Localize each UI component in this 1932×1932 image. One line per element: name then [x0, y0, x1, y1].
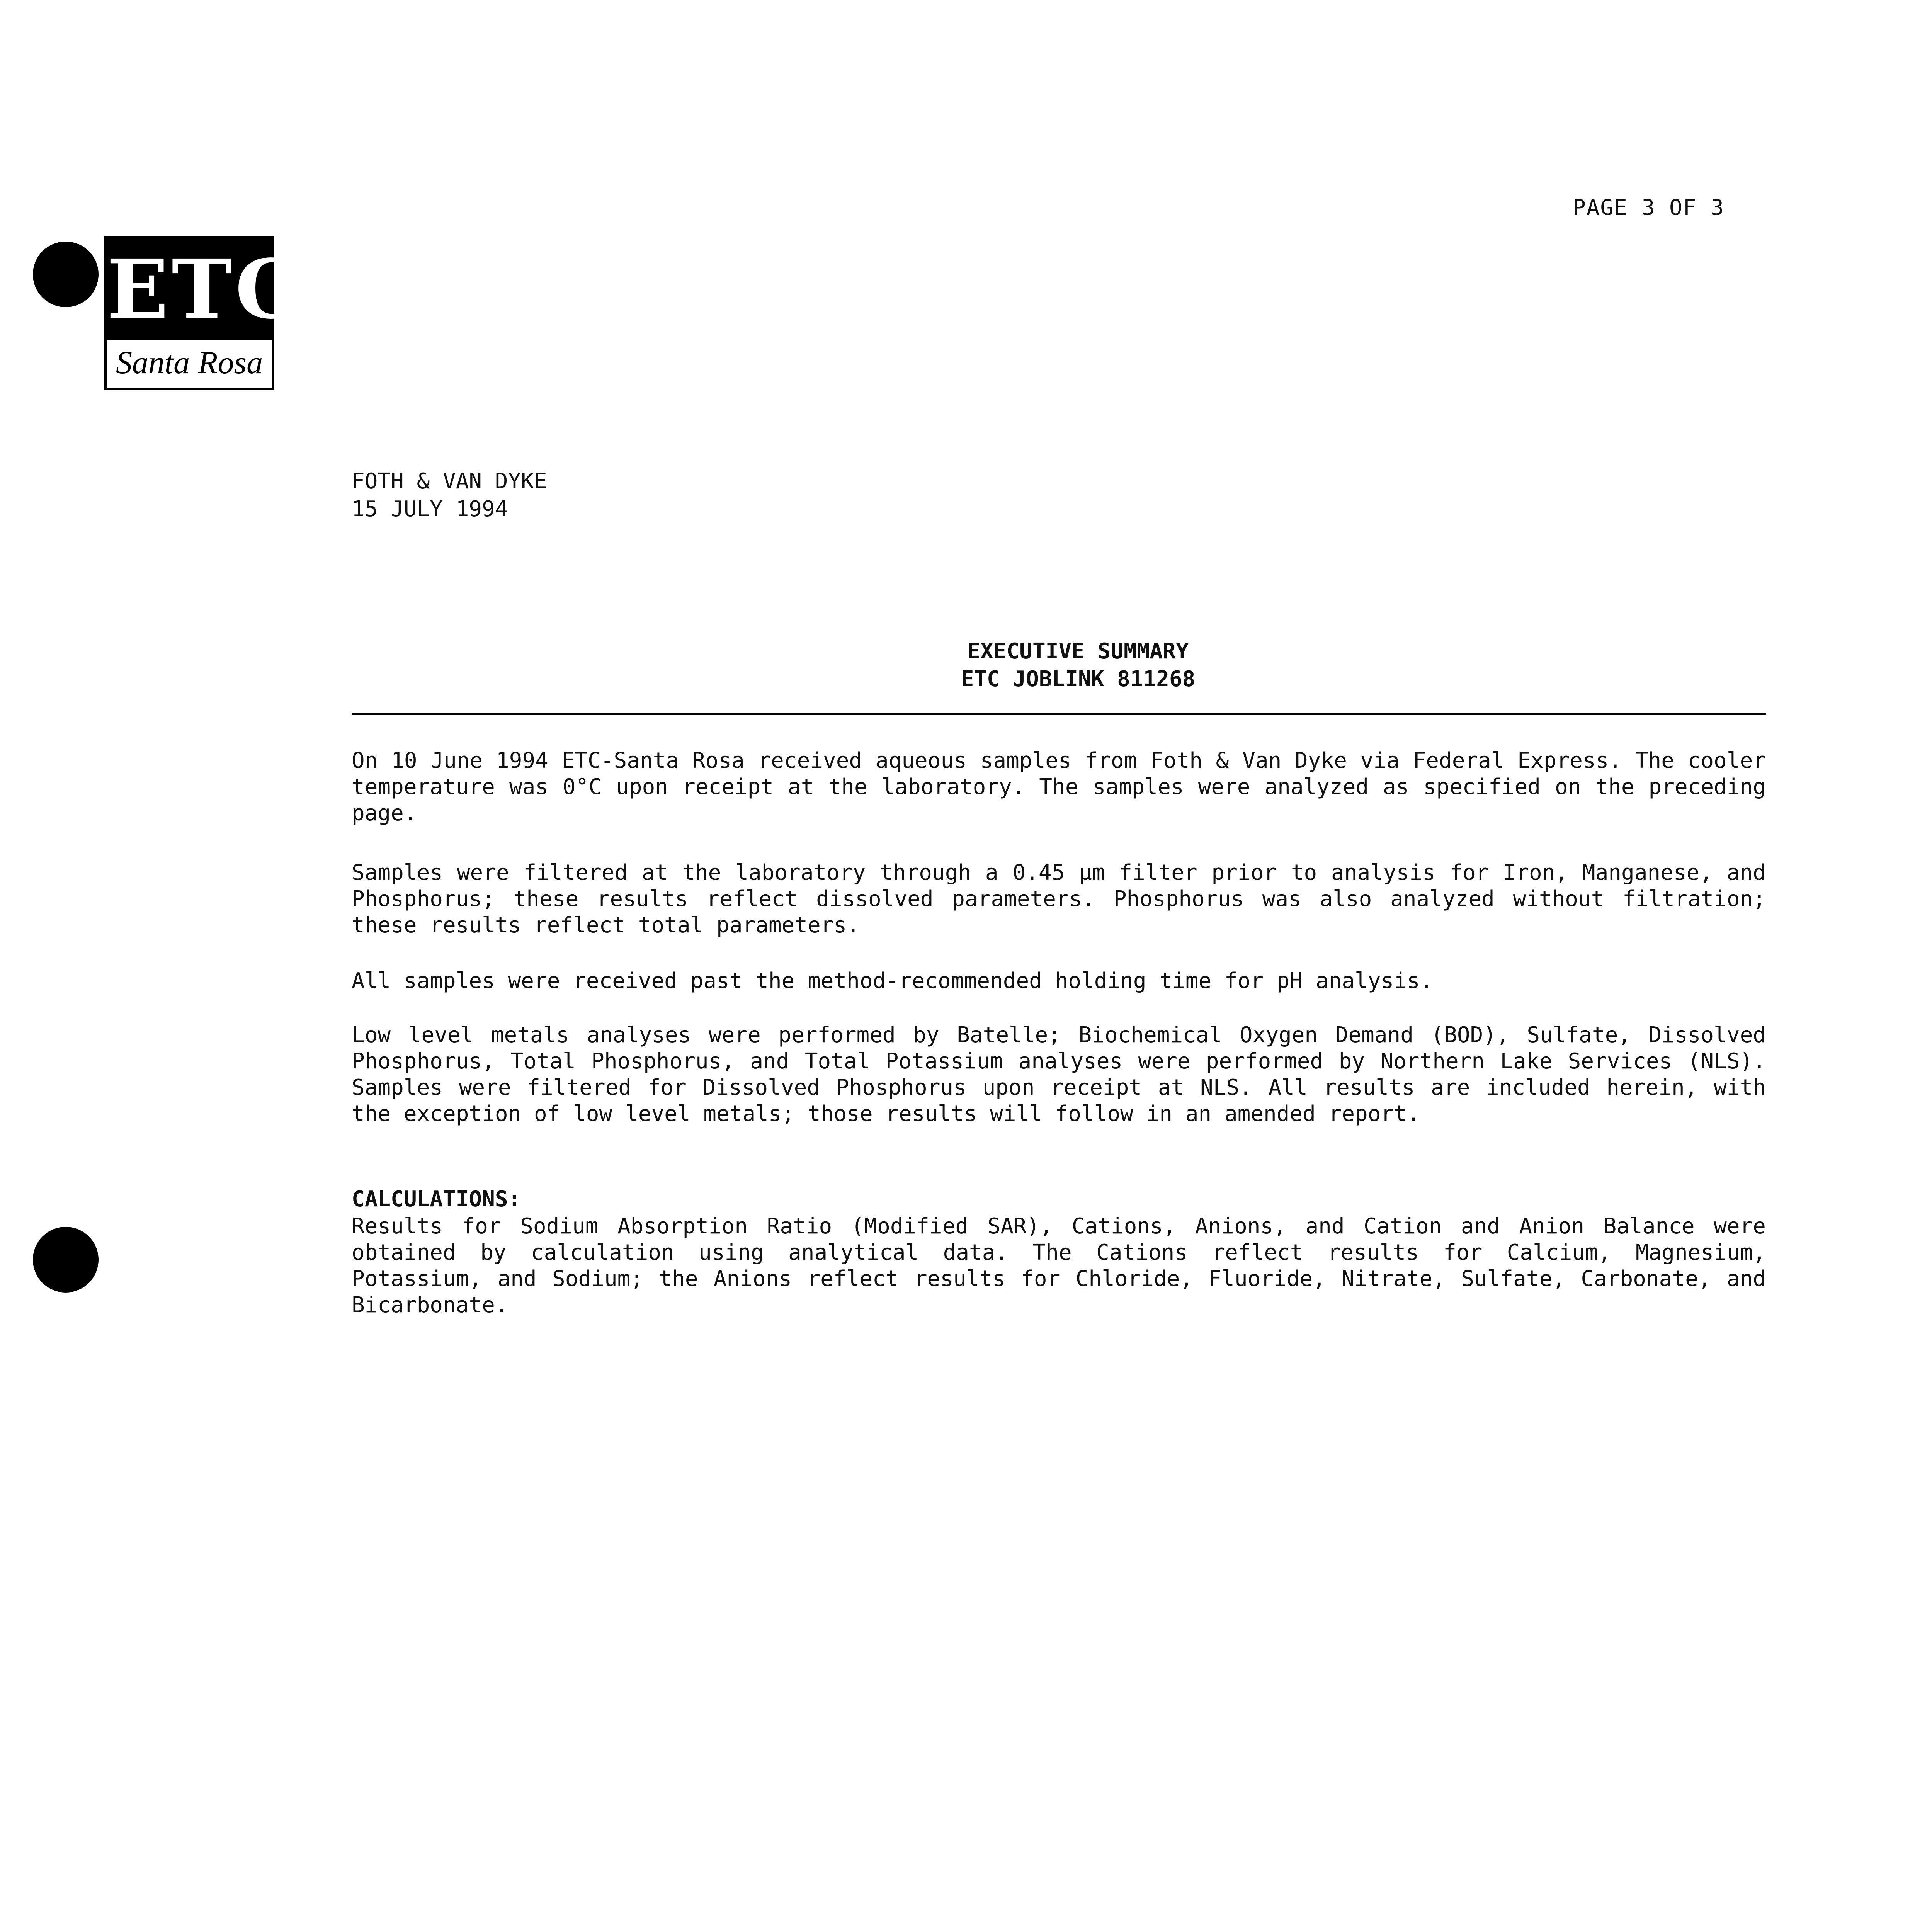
addressee-date: 15 JULY 1994 [352, 497, 508, 522]
punch-hole-middle [33, 1227, 99, 1293]
title-line-2: ETC JOBLINK 811268 [961, 667, 1196, 692]
calculations-text: Results for Sodium Absorption Ratio (Modified SAR), Cations, Anions, and Cation and Anion Balance were obtained by calculation using analytical data. The Cations reflect results for Calcium, Magnesium, Potassium, and Sodium; the Anions reflect results for Chloride, Fluoride, Nitrate, Sulfate, Carbonate, and Bicarbonate. [352, 1214, 1766, 1318]
title-divider [352, 713, 1766, 715]
company-logo [104, 236, 303, 390]
paragraph-filtration: Samples were filtered at the laboratory through a 0.45 µm filter prior to analysis for Iron, Manganese, and Phosphorus; these results reflect dissolved parameters. Phosphorus was also analyzed without filtration; these results reflect total parameters. [352, 860, 1766, 938]
title-line-1: EXECUTIVE SUMMARY [967, 639, 1189, 664]
paragraph-subcontract: Low level metals analyses were performed by Batelle; Biochemical Oxygen Demand (BOD), Sulfate, Dissolved Phosphorus, Total Phosphorus, and Total Potassium analyses were performed by Northern Lake Services (NLS). Samples were filtered for Dissolved Phosphorus upon receipt at NLS. All results are included herein, with the exception of low level metals; those results will follow in an amended report. [352, 1022, 1766, 1126]
logo-text: ETC [107, 238, 272, 340]
page-indicator: PAGE 3 OF 3 [1573, 195, 1725, 220]
paragraph-receipt: On 10 June 1994 ETC-Santa Rosa received aqueous samples from Foth & Van Dyke via Federal Express. The cooler temperature was 0°C upon receipt at the laboratory. The samples were analyzed as specified on the preceding page. [352, 748, 1766, 826]
addressee-block [352, 468, 547, 523]
addressee-company: FOTH & VAN DYKE [352, 469, 547, 494]
logo-subtitle: Santa Rosa [116, 345, 263, 381]
calculations-heading: CALCULATIONS: [352, 1187, 521, 1212]
paragraph-holding-time: All samples were received past the method-recommended holding time for pH analysis. [352, 968, 1433, 993]
punch-hole-top [33, 242, 99, 307]
document-title [348, 638, 1808, 693]
